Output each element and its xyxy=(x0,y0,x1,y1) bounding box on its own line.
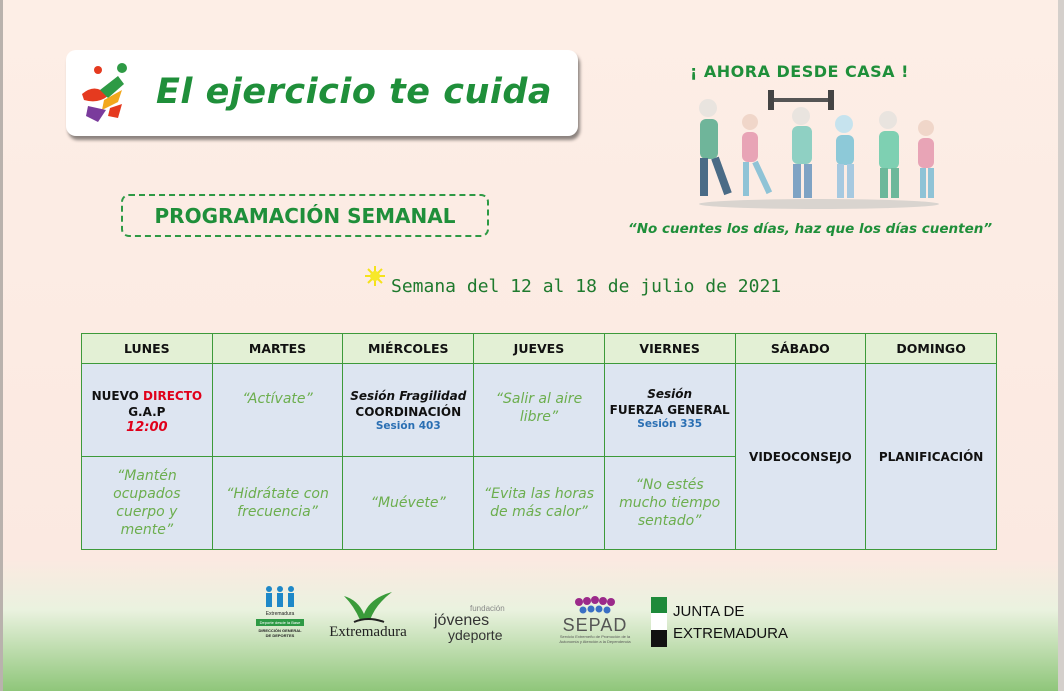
extremadura-bird-icon xyxy=(340,590,396,624)
day-header: SÁBADO xyxy=(735,334,866,364)
program-logo-icon xyxy=(78,60,134,126)
viernes-session-title: Sesión xyxy=(647,387,693,401)
miercoles-session-number: Sesión 403 xyxy=(375,420,441,432)
deportes-tagline: Deporte desde la Base xyxy=(256,619,304,626)
lunes-time: 12:00 xyxy=(126,420,168,435)
cell-martes-2 xyxy=(212,457,343,550)
cell-miercoles-2 xyxy=(343,457,474,550)
lunes-tip: “Mantén ocupados cuerpo y mente” xyxy=(113,468,181,538)
jovenes-line1: jóvenes xyxy=(434,612,490,629)
cell-viernes-2 xyxy=(604,457,735,550)
cell-sabado xyxy=(735,364,866,550)
viernes-tip: “No estés mucho tiempo sentado” xyxy=(619,477,721,529)
table-row xyxy=(82,364,997,457)
lunes-gap-label: G.A.P xyxy=(128,405,166,419)
cell-viernes-1 xyxy=(604,364,735,457)
miercoles-session-title: Sesión Fragilidad xyxy=(350,389,467,403)
day-header: MIÉRCOLES xyxy=(343,334,474,364)
day-header: DOMINGO xyxy=(866,334,997,364)
sepad-emblem-icon xyxy=(573,596,617,616)
junta-extremadura-logo xyxy=(651,597,789,647)
deportes-logo xyxy=(256,585,304,655)
lunes-new-label: NUEVO xyxy=(91,389,144,403)
cell-miercoles-1 xyxy=(343,364,474,457)
jovenes-small-label: fundación xyxy=(470,604,505,613)
deportes-caption: DIRECCIÓN GENERAL DE DEPORTES xyxy=(258,628,302,638)
martes-tip: “Actívate” xyxy=(242,391,313,407)
jueves-tip-2: “Evita las horas de más calor” xyxy=(483,486,594,520)
miercoles-session-type: COORDINACIÓN xyxy=(355,405,462,419)
junta-line1: JUNTA DE xyxy=(673,603,745,620)
weekly-schedule-table xyxy=(81,333,997,550)
extremadura-logo xyxy=(320,590,416,650)
title-card xyxy=(66,50,578,136)
viernes-session-number: Sesión 335 xyxy=(637,418,703,430)
left-border xyxy=(0,0,3,691)
jovenes-deporte-logo xyxy=(434,604,534,644)
miercoles-tip: “Muévete” xyxy=(370,495,446,511)
martes-tip-2: “Hidrátate con frecuencia” xyxy=(226,486,329,520)
program-heading: PROGRAMACIÓN SEMANAL xyxy=(154,204,456,228)
jovenes-line2: ydeporte xyxy=(448,627,503,643)
sepad-caption: Servicio Extremeño de Promoción de la Autonomía y Atención a la Dependencia xyxy=(559,634,631,644)
seniors-exercising-illustration xyxy=(688,86,950,210)
sun-icon xyxy=(364,265,386,287)
cell-jueves-2 xyxy=(474,457,605,550)
sabado-activity: VIDEOCONSEJO xyxy=(749,449,852,464)
day-header: JUEVES xyxy=(474,334,605,364)
cell-lunes-1 xyxy=(82,364,213,457)
deportes-name: Extremadura xyxy=(265,611,295,617)
sepad-name: SEPAD xyxy=(562,615,628,635)
cell-martes-1 xyxy=(212,364,343,457)
viernes-session-type: FUERZA GENERAL xyxy=(609,403,730,417)
motto-quote: “No cuentes los días, haz que los días cuenten” xyxy=(628,221,993,237)
junta-flag-icon xyxy=(651,597,667,647)
program-heading-box xyxy=(121,194,489,237)
children-icon xyxy=(262,585,298,611)
table-header-row xyxy=(82,334,997,364)
day-header: VIERNES xyxy=(604,334,735,364)
extremadura-name: Extremadura xyxy=(329,624,407,640)
cell-domingo xyxy=(866,364,997,550)
sepad-logo xyxy=(554,596,636,648)
day-header: MARTES xyxy=(212,334,343,364)
headline: ¡ AHORA DESDE CASA ! xyxy=(690,62,909,81)
lunes-live-label: DIRECTO xyxy=(143,389,203,403)
jueves-tip: “Salir al aire libre” xyxy=(495,391,583,425)
day-header: LUNES xyxy=(82,334,213,364)
cell-jueves-1 xyxy=(474,364,605,457)
domingo-activity: PLANIFICACIÓN xyxy=(878,449,984,464)
cell-lunes-2 xyxy=(82,457,213,550)
page-title: El ejercicio te cuida xyxy=(156,72,553,112)
week-range: Semana del 12 al 18 de julio de 2021 xyxy=(391,276,782,297)
junta-line2: EXTREMADURA xyxy=(673,625,789,642)
right-border xyxy=(1058,0,1064,691)
